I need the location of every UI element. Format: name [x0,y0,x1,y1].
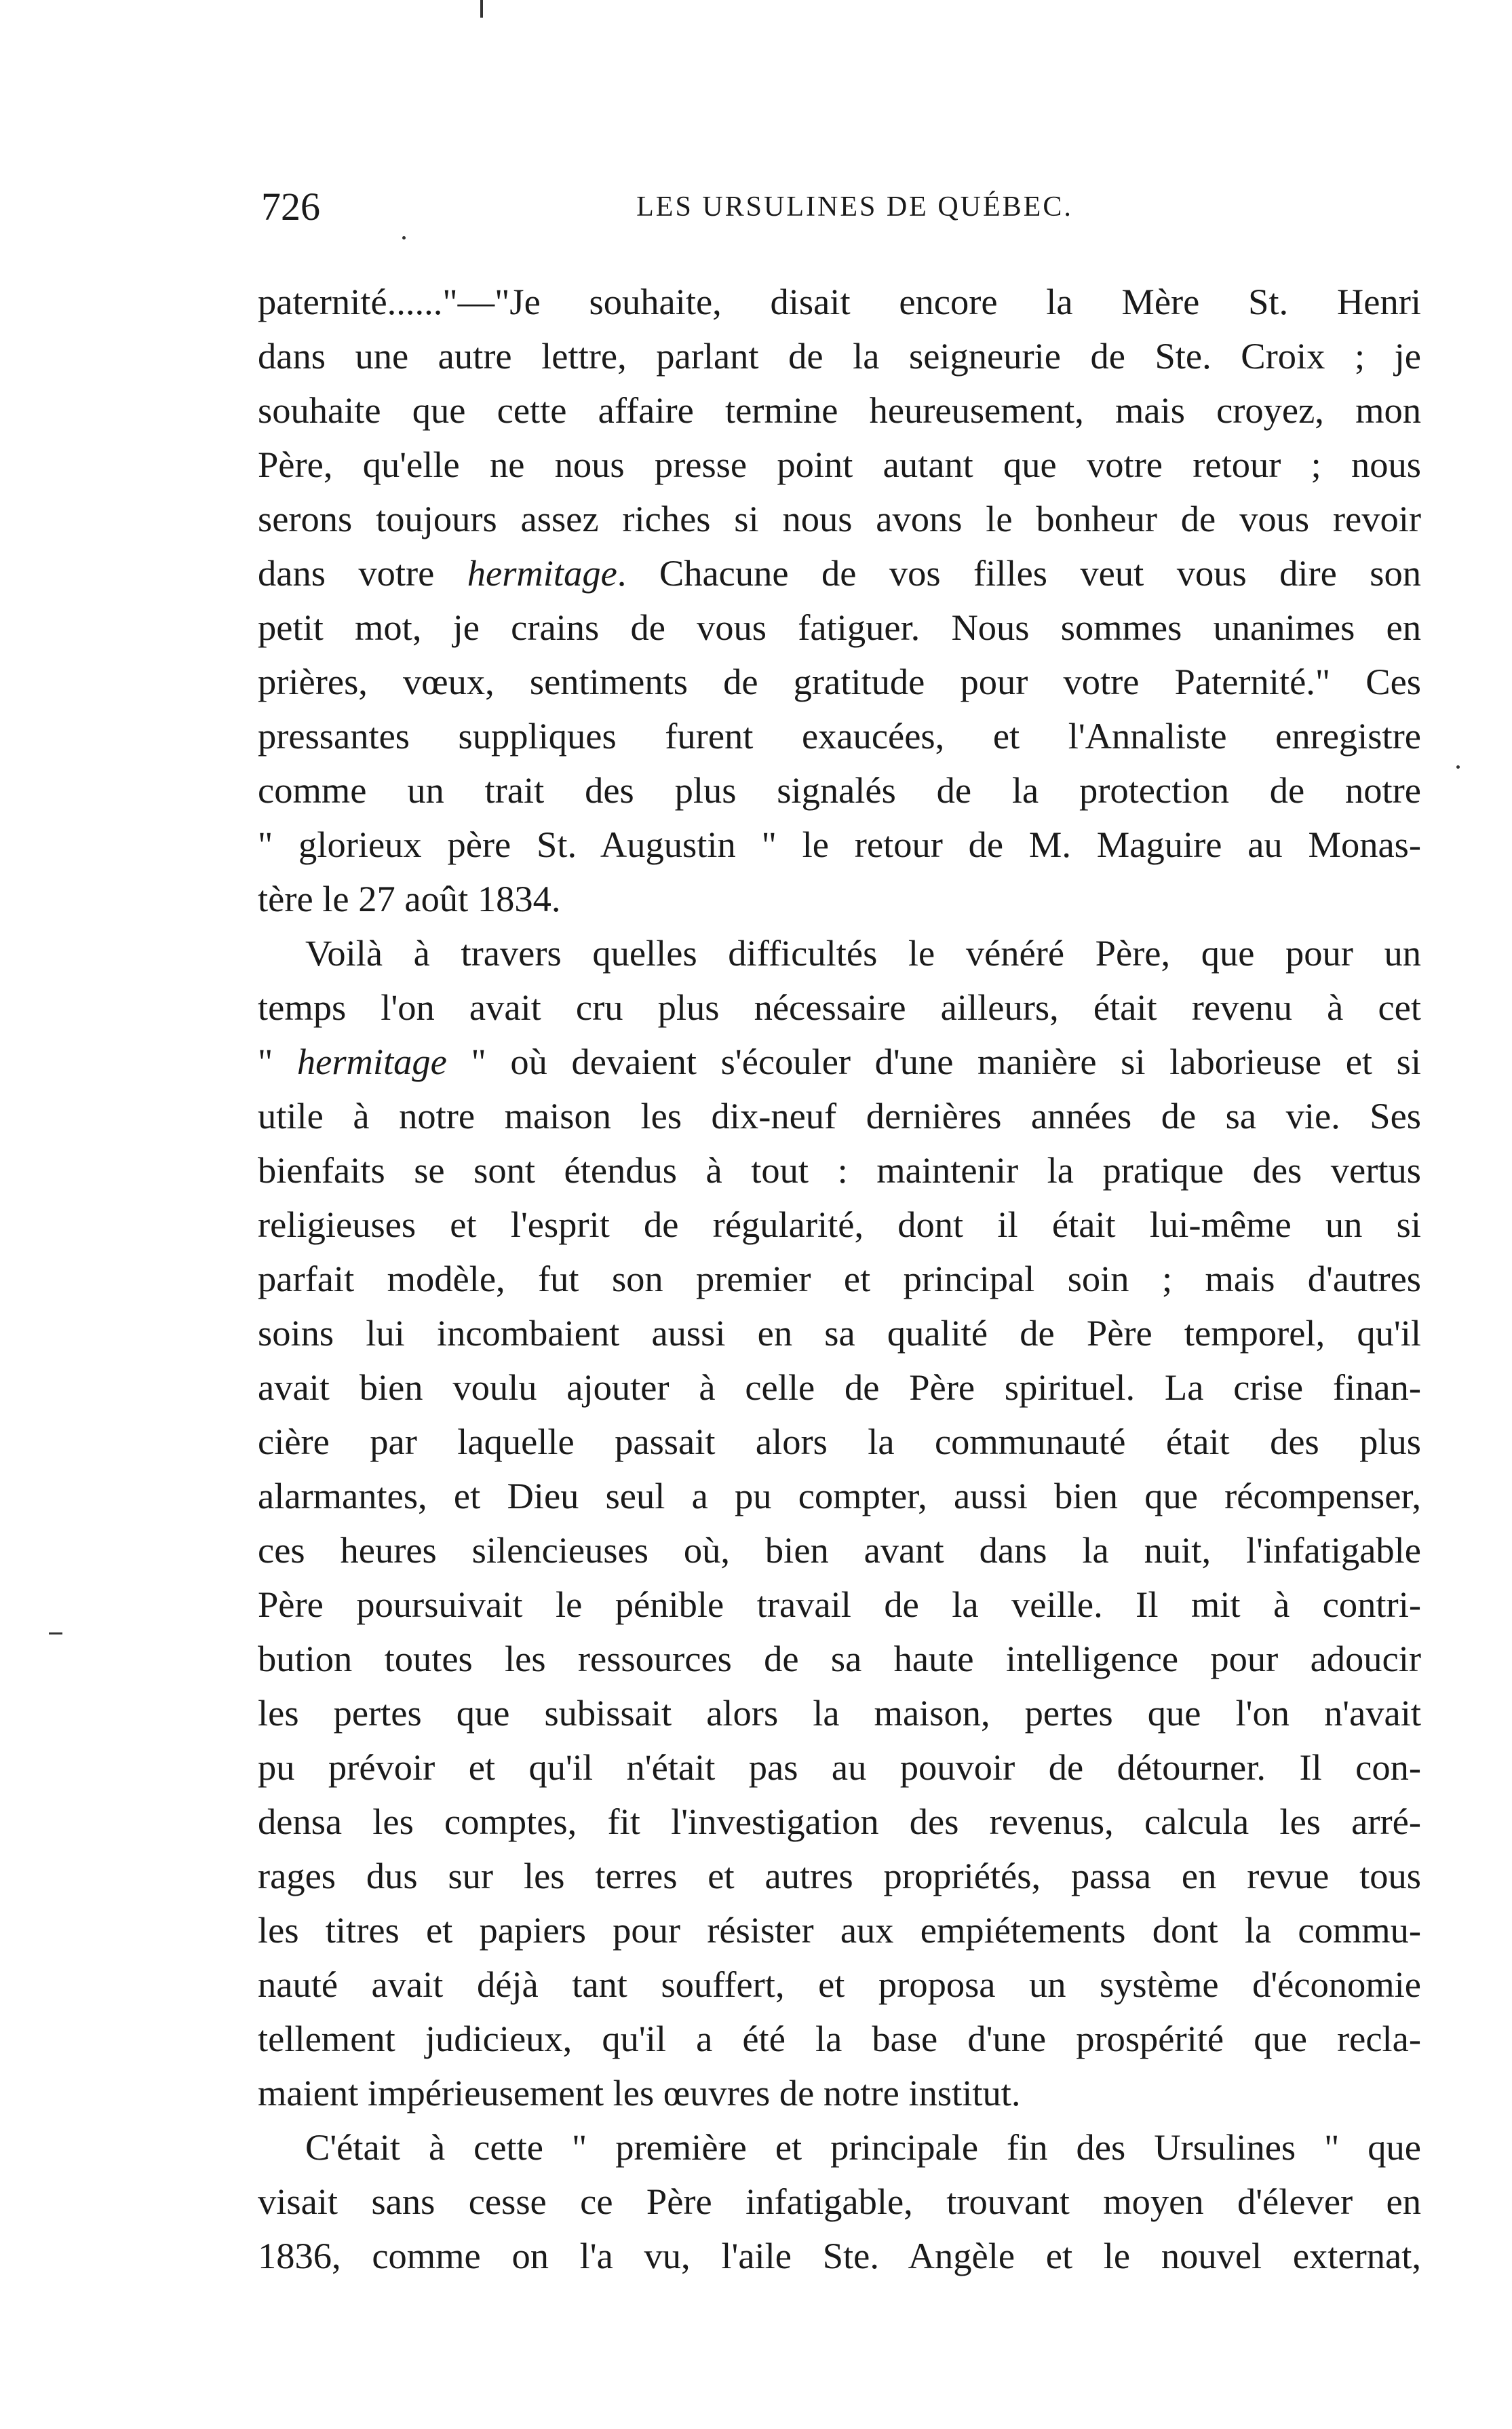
text-line: alarmantes, et Dieu seul a pu compter, aussi bien que récompenser, [258,1475,1421,1516]
text-line: les pertes que subissait alors la maison, pertes que l'on n'avait [258,1692,1421,1734]
paragraph-start-line: Voilà à travers quelles difficultés le vénéré Père, que pour un [305,932,1421,974]
text-line: utile à notre maison les dix-neuf dernières années de sa vie. Ses [258,1095,1421,1136]
scan-speck [402,236,406,240]
text-line: bution toutes les ressources de sa haute intelligence pour adoucir [258,1638,1421,1679]
text-line: densa les comptes, fit l'investigation des revenus, calcula les arré- [258,1801,1421,1842]
text-line: les titres et papiers pour résister aux empiétements dont la commu- [258,1909,1421,1951]
page-number: 726 [261,185,320,229]
text-line: dans votre hermitage. Chacune de vos filles veut vous dire son [258,552,1421,594]
text-line: avait bien voulu ajouter à celle de Père spirituel. La crise finan- [258,1366,1421,1408]
paragraph-end-line: maient impérieusement les œuvres de notre institut. [258,2072,1021,2114]
paragraph-end-line: tère le 27 août 1834. [258,878,561,919]
text-line: visait sans cesse ce Père infatigable, trouvant moyen d'élever en [258,2181,1421,2222]
text-line: Père, qu'elle ne nous presse point autant que votre retour ; nous [258,444,1421,485]
text-line: " glorieux père St. Augustin " le retour de M. Maguire au Monas- [258,824,1421,865]
running-title: LES URSULINES DE QUÉBEC. [636,191,1073,223]
text-line: serons toujours assez riches si nous avons le bonheur de vous revoir [258,498,1421,539]
emphasized-word: hermitage [296,1041,447,1082]
text-line: Père poursuivait le pénible travail de la veille. Il mit à contri- [258,1584,1421,1625]
text-line: cière par laquelle passait alors la communauté était des plus [258,1421,1421,1462]
text-line: " hermitage " où devaient s'écouler d'une manière si laborieuse et si [258,1041,1422,1082]
running-head [261,183,1421,231]
scan-mark [49,1632,62,1634]
text-line: pressantes suppliques furent exaucées, et l'Annaliste enregistre [258,715,1421,757]
text-line: religieuses et l'esprit de régularité, dont il était lui-même un si [258,1204,1421,1245]
text-line: temps l'on avait cru plus nécessaire ailleurs, était revenu à cet [258,987,1421,1028]
text-line: tellement judicieux, qu'il a été la base d'une prospérité que recla- [258,2018,1421,2059]
text-line: dans une autre lettre, parlant de la seigneurie de Ste. Croix ; je [258,335,1421,377]
text-line: soins lui incombaient aussi en sa qualité de Père temporel, qu'il [258,1312,1421,1354]
text-line: comme un trait des plus signalés de la protection de notre [258,769,1421,811]
text-line: paternité......"—"Je souhaite, disait encore la Mère St. Henri [258,281,1421,322]
text-line: parfait modèle, fut son premier et principal soin ; mais d'autres [258,1258,1421,1299]
text-line: souhaite que cette affaire termine heureusement, mais croyez, mon [258,389,1421,431]
text-line: nauté avait déjà tant souffert, et proposa un système d'économie [258,1964,1421,2005]
text-line: rages dus sur les terres et autres propriétés, passa en revue tous [258,1855,1421,1896]
text-line: 1836, comme on l'a vu, l'aile Ste. Angèle et le nouvel externat, [258,2235,1421,2276]
text-line: pu prévoir et qu'il n'était pas au pouvoir de détourner. Il con- [258,1746,1421,1788]
scan-speck [1456,765,1460,769]
paragraph-start-line: C'était à cette " première et principale fin des Ursulines " que [305,2126,1421,2168]
text-line: ces heures silencieuses où, bien avant dans la nuit, l'infatigable [258,1529,1421,1571]
scan-mark [480,0,483,18]
text-line: petit mot, je crains de vous fatiguer. Nous sommes unanimes en [258,607,1421,648]
text-line: prières, vœux, sentiments de gratitude pour votre Paternité." Ces [258,661,1421,702]
text-line: bienfaits se sont étendus à tout : maintenir la pratique des vertus [258,1149,1421,1191]
emphasized-word: hermitage [467,552,617,594]
body-text [258,275,1421,2283]
